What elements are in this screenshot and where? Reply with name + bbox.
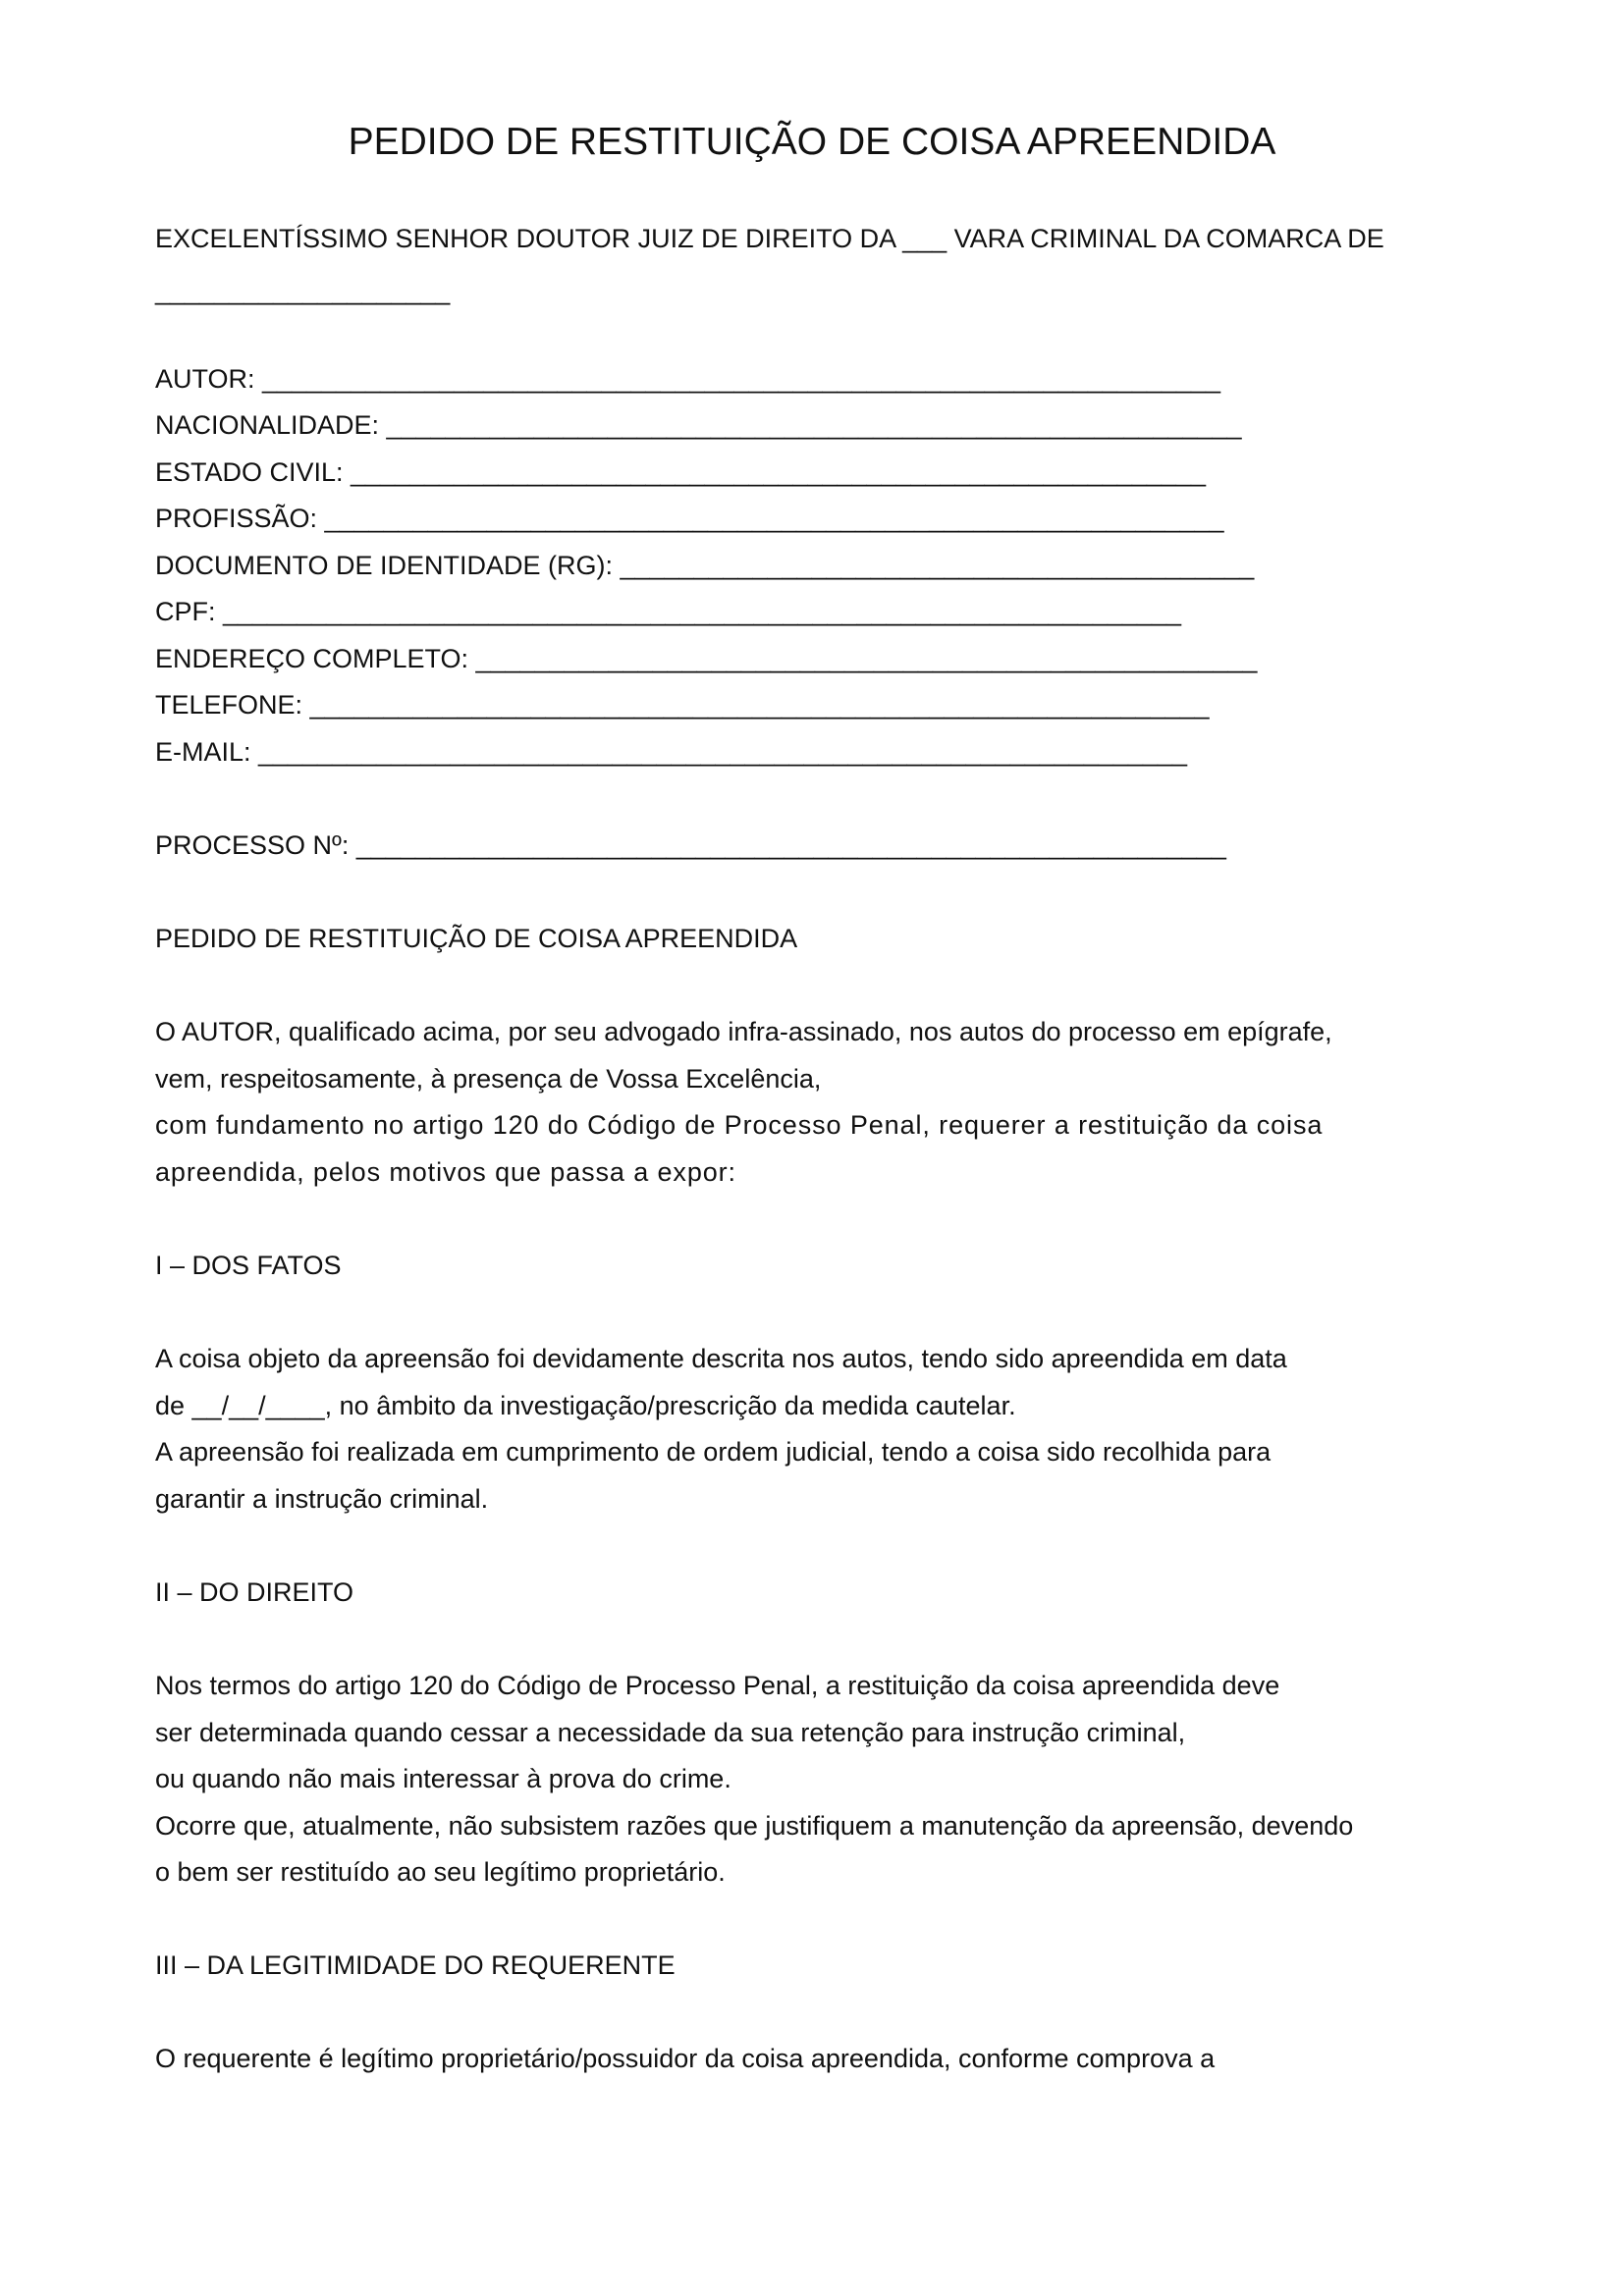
document-title: PEDIDO DE RESTITUIÇÃO DE COISA APREENDIDA <box>348 121 1276 163</box>
field-telefone: TELEFONE: _____________________________________________________________ <box>155 690 1210 720</box>
field-autor: AUTOR: _________________________________________________________________ <box>155 364 1221 394</box>
section3-heading: III – DA LEGITIMIDADE DO REQUERENTE <box>155 1950 676 1980</box>
section3-line-1: O requerente é legítimo proprietário/possuidor da coisa apreendida, conforme comprova a <box>155 2044 1216 2073</box>
section-subtitle: PEDIDO DE RESTITUIÇÃO DE COISA APREENDIDA <box>155 924 798 953</box>
section1-line-4: garantir a instrução criminal. <box>155 1484 489 1514</box>
intro-line-4: apreendida, pelos motivos que passa a expor: <box>155 1157 736 1187</box>
intro-line-3: com fundamento no artigo 120 do Código de Processo Penal, requerer a restituição da coisa <box>155 1110 1324 1140</box>
intro-line-2: vem, respeitosamente, à presença de Vossa Excelência, <box>155 1064 822 1094</box>
field-email: E-MAIL: _______________________________________________________________ <box>155 737 1188 767</box>
field-nacionalidade: NACIONALIDADE: __________________________________________________________ <box>155 410 1242 440</box>
field-processo: PROCESSO Nº: ___________________________________________________________ <box>155 830 1226 860</box>
field-endereco: ENDEREÇO COMPLETO: _____________________________________________________ <box>155 644 1258 673</box>
addressee-line-2: ____________________ <box>155 276 451 305</box>
section2-line-2: ser determinada quando cessar a necessidade da sua retenção para instrução criminal, <box>155 1718 1186 1747</box>
field-cpf: CPF: _________________________________________________________________ <box>155 597 1182 626</box>
addressee-line-1: EXCELENTÍSSIMO SENHOR DOUTOR JUIZ DE DIREITO DA ___ VARA CRIMINAL DA COMARCA DE <box>155 224 1384 253</box>
section1-heading: I – DOS FATOS <box>155 1251 342 1280</box>
section2-line-5: o bem ser restituído ao seu legítimo proprietário. <box>155 1857 726 1887</box>
field-profissao: PROFISSÃO: _____________________________________________________________ <box>155 504 1224 533</box>
section1-line-2: de __/__/____, no âmbito da investigação/prescrição da medida cautelar. <box>155 1391 1016 1420</box>
section1-line-3: A apreensão foi realizada em cumprimento de ordem judicial, tendo a coisa sido recolhida para <box>155 1437 1272 1467</box>
section2-heading: II – DO DIREITO <box>155 1577 354 1607</box>
section1-line-1: A coisa objeto da apreensão foi devidamente descrita nos autos, tendo sido apreendida em data <box>155 1344 1287 1373</box>
field-rg: DOCUMENTO DE IDENTIDADE (RG): ___________________________________________ <box>155 551 1255 580</box>
section2-line-3: ou quando não mais interessar à prova do crime. <box>155 1764 731 1793</box>
section2-line-1: Nos termos do artigo 120 do Código de Processo Penal, a restituição da coisa apreendida deve <box>155 1671 1280 1700</box>
section2-line-4: Ocorre que, atualmente, não subsistem razões que justifiquem a manutenção da apreensão, devendo <box>155 1811 1354 1841</box>
field-estado-civil: ESTADO CIVIL: __________________________________________________________ <box>155 457 1206 487</box>
intro-line-1: O AUTOR, qualificado acima, por seu advogado infra-assinado, nos autos do processo em epígrafe, <box>155 1017 1332 1046</box>
